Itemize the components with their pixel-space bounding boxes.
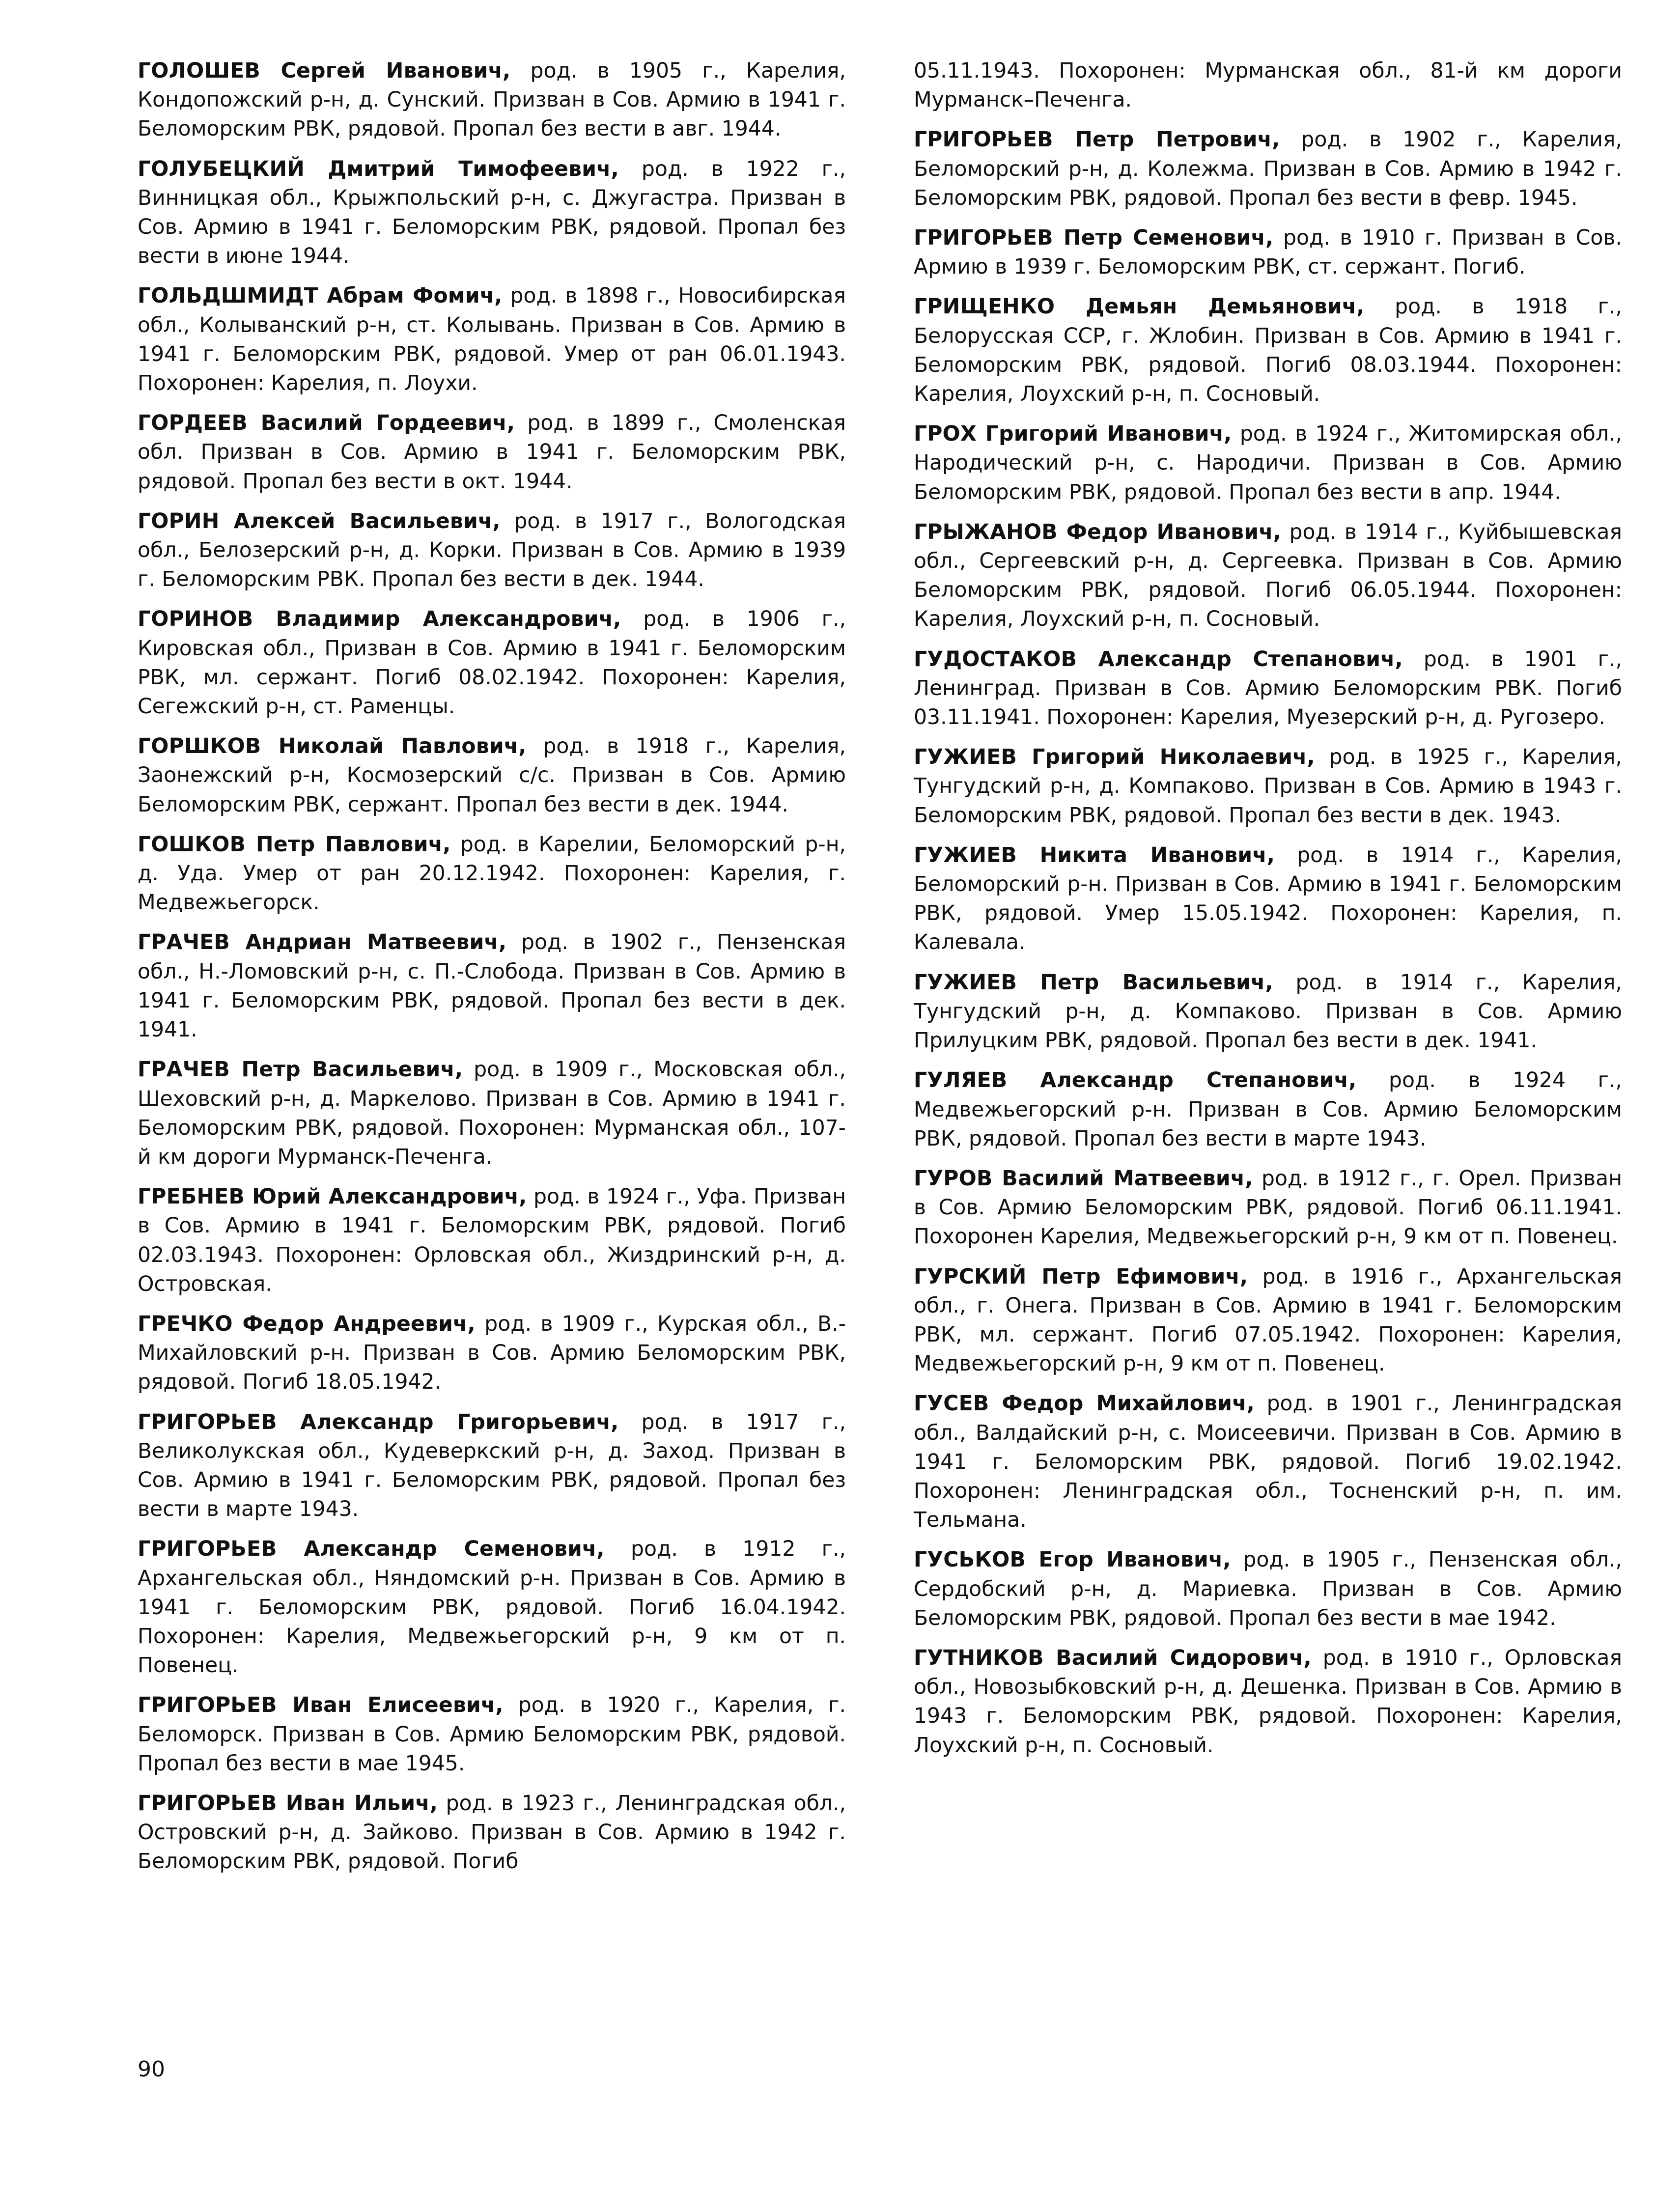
entry-text: род. в 1912 г., г. Орел. Призван в Сов. Армию Беломорским РВК, рядовой. Погиб 06.11.1941. Похоронен Карелия, Медвежьегорский р-н, 9 км от п. Повенец. <box>914 1166 1622 1249</box>
biography-entry <box>914 743 1622 830</box>
biography-entry <box>914 1066 1622 1153</box>
right-column <box>914 56 1622 1771</box>
entry-text: род. в 1909 г., Московская обл., Шеховский р-н, д. Маркелово. Призван в Сов. Армию в 1941 г. Беломорским РВК, рядовой. Похоронен: Мурманская обл., 107-й км дороги Мурманск-Печенга. <box>138 1058 846 1169</box>
biography-entry <box>138 928 846 1044</box>
biography-entry <box>138 732 846 819</box>
entry-name: ГУСЕВ Федор Михайлович, <box>914 1392 1255 1416</box>
entry-text: род. в 1905 г., Пензенская обл., Сердобский р-н, д. Мариевка. Призван в Сов. Армию Беломорским РВК, рядовой. Пропал без вести в мае 1942. <box>914 1548 1622 1630</box>
biography-entry <box>138 830 846 918</box>
entry-name: ГРИЩЕНКО Демьян Демьянович, <box>914 295 1365 319</box>
page-number: 90 <box>138 2057 165 2082</box>
biography-entry <box>138 1408 846 1524</box>
entry-name: ГРЕБНЕВ Юрий Александрович, <box>138 1185 527 1209</box>
biography-entry <box>914 1164 1622 1252</box>
entry-name: ГРИГОРЬЕВ Александр Григорьевич, <box>138 1410 619 1434</box>
entry-name: ГРИГОРЬЕВ Иван Ильич, <box>138 1791 438 1816</box>
entry-name: ГОРИНОВ Владимир Александрович, <box>138 607 621 632</box>
entry-text: род. в 1917 г., Вологодская обл., Белозерский р-н, д. Корки. Призван в Сов. Армию в 1939 г. Беломорским РВК. Пропал без вести в дек. 1944. <box>138 509 846 592</box>
entry-text: род. в 1909 г., Курская обл., В.-Михайловский р-н. Призван в Сов. Армию Беломорским РВК, рядовой. Погиб 18.05.1942. <box>138 1312 846 1395</box>
entry-text: род. в 1924 г., Медвежьегорский р-н. Призван в Сов. Армию Беломорским РВК, рядовой. Пропал без вести в марте 1943. <box>914 1068 1622 1151</box>
biography-entry <box>914 125 1622 213</box>
entry-name: ГРАЧЕВ Андриан Матвеевич, <box>138 930 507 955</box>
entry-name: ГОЛОШЕВ Сергей Иванович, <box>138 59 511 83</box>
biography-entry <box>138 1789 846 1876</box>
biography-entry <box>914 1644 1622 1760</box>
entry-name: ГРЫЖАНОВ Федор Иванович, <box>914 520 1282 544</box>
biography-entry <box>914 420 1622 507</box>
entry-text: род. в 1922 г., Винницкая обл., Крыжпольский р-н, с. Джугастра. Призван в Сов. Армию в 1941 г. Беломорским РВК, рядовой. Пропал без вести в июне 1944. <box>138 157 846 269</box>
biography-entry <box>138 56 846 144</box>
biography-entry <box>914 292 1622 409</box>
entry-name: ГУЛЯЕВ Александр Степанович, <box>914 1068 1357 1093</box>
entry-name: ГУЖИЕВ Никита Иванович, <box>914 843 1275 868</box>
biography-entry <box>914 968 1622 1056</box>
entry-name: ГРОХ Григорий Иванович, <box>914 422 1232 447</box>
biography-entry <box>138 1182 846 1299</box>
entry-name: ГУРОВ Василий Матвеевич, <box>914 1166 1253 1191</box>
biography-entry <box>914 56 1622 114</box>
entry-name: ГОРДЕЕВ Василий Гордеевич, <box>138 411 515 436</box>
entry-text: род. в 1923 г., Ленинградская обл., Островский р-н, д. Зайково. Призван в Сов. Армию в 1942 г. Беломорским РВК, рядовой. Погиб <box>138 1791 846 1874</box>
biography-entry <box>914 841 1622 957</box>
biography-entry <box>138 1535 846 1680</box>
entry-text: род. в 1906 г., Кировская обл., Призван в Сов. Армию в 1941 г. Беломорским РВК, мл. сержант. Погиб 08.02.1942. Похоронен: Карелия, Сегежский р-н, ст. Раменцы. <box>138 607 846 719</box>
entry-name: ГРИГОРЬЕВ Александр Семенович, <box>138 1537 605 1562</box>
entry-text: род. в 1914 г., Карелия, Тунгудский р-н, д. Компаково. Призван в Сов. Армию Прилуцким РВК, рядовой. Пропал без вести в дек. 1941. <box>914 970 1622 1053</box>
biography-entry <box>138 507 846 594</box>
biography-entry <box>914 1389 1622 1535</box>
entry-text: род. в 1924 г., Уфа. Призван в Сов. Армию в 1941 г. Беломорским РВК, рядовой. Погиб 02.03.1943. Похоронен: Орловская обл., Жиздринский р-н, д. Островская. <box>138 1185 846 1296</box>
entry-text: 05.11.1943. Похоронен: Мурманская обл., 81-й км дороги Мурманск–Печенга. <box>914 59 1622 112</box>
entry-name: ГУСЬКОВ Егор Иванович, <box>914 1548 1231 1572</box>
entry-name: ГРАЧЕВ Петр Васильевич, <box>138 1058 463 1082</box>
entry-text: род. в Карелии, Беломорский р-н, д. Уда. Умер от ран 20.12.1942. Похоронен: Карелия, г. Медвежьегорск. <box>138 832 846 915</box>
biography-entry <box>138 409 846 496</box>
entry-text: род. в 1901 г., Ленинград. Призван в Сов. Армию Беломорским РВК. Погиб 03.11.1941. Похоронен: Карелия, Муезерский р-н, д. Ругозеро. <box>914 647 1623 730</box>
biography-entry <box>138 605 846 721</box>
entry-text: род. в 1905 г., Карелия, Кондопожский р-н, д. Сунский. Призван в Сов. Армию в 1941 г. Беломорским РВК, рядовой. Пропал без вести в авг. 1944. <box>138 59 846 141</box>
entry-name: ГУДОСТАКОВ Александр Степанович, <box>914 647 1403 672</box>
entry-text: род. в 1910 г. Призван в Сов. Армию в 1939 г. Беломорским РВК, ст. сержант. Погиб. <box>914 226 1622 280</box>
entry-name: ГРИГОРЬЕВ Петр Петрович, <box>914 128 1280 152</box>
entry-name: ГОЛУБЕЦКИЙ Дмитрий Тимофеевич, <box>138 157 619 181</box>
biography-entry <box>138 1310 846 1397</box>
entry-text: род. в 1920 г., Карелия, г. Беломорск. Призван в Сов. Армию Беломорским РВК, рядовой. Пропал без вести в мае 1945. <box>138 1693 846 1776</box>
entry-name: ГУЖИЕВ Петр Васильевич, <box>914 970 1273 995</box>
entry-text: род. в 1898 г., Новосибирская обл., Колыванский р-н, ст. Колывань. Призван в Сов. Армию в 1941 г. Беломорским РВК, рядовой. Умер от ран 06.01.1943. Похоронен: Карелия, п. Лоухи. <box>138 284 846 396</box>
entry-name: ГОЛЬДШМИДТ Абрам Фомич, <box>138 284 503 308</box>
entry-text: род. в 1902 г., Карелия, Беломорский р-н, д. Колежма. Призван в Сов. Армию в 1942 г. Беломорским РВК, рядовой. Пропал без вести в февр. 1945. <box>914 128 1622 210</box>
biography-entry <box>138 155 846 271</box>
entry-text: род. в 1910 г., Орловская обл., Новозыбковский р-н, д. Дешенка. Призван в Сов. Армию в 1943 г. Беломорским РВК, рядовой. Похоронен: Карелия, Лоухский р-н, п. Сосновый. <box>914 1646 1622 1758</box>
biography-entry <box>138 1691 846 1778</box>
entry-name: ГУТНИКОВ Василий Сидорович, <box>914 1646 1312 1670</box>
entry-name: ГРИГОРЬЕВ Иван Елисеевич, <box>138 1693 504 1718</box>
entry-text: род. в 1902 г., Пензенская обл., Н.-Ломовский р-н, с. П.-Слобода. Призван в Сов. Армию в 1941 г. Беломорским РВК, рядовой. Пропал без вести в дек. 1941. <box>138 930 846 1042</box>
biography-entry <box>914 224 1622 281</box>
entry-name: ГРИГОРЬЕВ Петр Семенович, <box>914 226 1274 251</box>
entry-text: род. в 1912 г., Архангельская обл., Няндомский р-н. Призван в Сов. Армию в 1941 г. Беломорским РВК, рядовой. Погиб 16.04.1942. Похоронен: Карелия, Медвежьегорский р-н, 9 км от п. Повенец. <box>138 1537 846 1678</box>
entry-text: род. в 1925 г., Карелия, Тунгудский р-н, д. Компаково. Призван в Сов. Армию в 1943 г. Беломорским РВК, рядовой. Пропал без вести в дек. 1943. <box>914 745 1623 828</box>
entry-text: род. в 1901 г., Ленинградская обл., Валдайский р-н, с. Моисеевичи. Призван в Сов. Армию в 1941 г. Беломорским РВК, рядовой. Погиб 19.02.1942. Похоронен: Ленинградская обл., Тосненский р-н, п. им. Тельмана. <box>914 1392 1622 1533</box>
entry-text: род. в 1914 г., Карелия, Беломорский р-н. Призван в Сов. Армию в 1941 г. Беломорским РВК, рядовой. Умер 15.05.1942. Похоронен: Карелия, п. Калевала. <box>914 843 1622 955</box>
entry-text: род. в 1918 г., Белорусская ССР, г. Жлобин. Призван в Сов. Армию в 1941 г. Беломорским РВК, рядовой. Погиб 08.03.1944. Похоронен: Карелия, Лоухский р-н, п. Сосновый. <box>914 295 1623 407</box>
entry-text: род. в 1917 г., Великолукская обл., Кудеверкский р-н, д. Заход. Призван в Сов. Армию в 1941 г. Беломорским РВК, рядовой. Пропал без вести в марте 1943. <box>138 1410 846 1522</box>
biography-entry <box>914 1545 1622 1633</box>
biography-entry <box>914 518 1622 634</box>
entry-text: род. в 1918 г., Карелия, Заонежский р-н, Космозерский с/с. Призван в Сов. Армию Беломорским РВК, сержант. Пропал без вести в дек. 1944. <box>138 734 846 817</box>
entry-name: ГУРСКИЙ Петр Ефимович, <box>914 1264 1248 1289</box>
biography-entry <box>138 281 846 398</box>
entry-text: род. в 1899 г., Смоленская обл. Призван в Сов. Армию в 1941 г. Беломорским РВК, рядовой. Пропал без вести в окт. 1944. <box>138 411 846 494</box>
biography-entry <box>914 645 1622 732</box>
biography-entry <box>914 1262 1622 1379</box>
entry-text: род. в 1916 г., Архангельская обл., г. Онега. Призван в Сов. Армию в 1941 г. Беломорским РВК, мл. сержант. Погиб 07.05.1942. Похоронен: Карелия, Медвежьегорский р-н, 9 км от п. Повенец. <box>914 1264 1622 1376</box>
entry-name: ГОШКОВ Петр Павлович, <box>138 832 451 857</box>
entry-name: ГУЖИЕВ Григорий Николаевич, <box>914 745 1315 770</box>
entry-name: ГОРИН Алексей Васильевич, <box>138 509 501 533</box>
entry-text: род. в 1914 г., Куйбышевская обл., Сергеевский р-н, д. Сергеевка. Призван в Сов. Армию Беломорским РВК, рядовой. Погиб 06.05.1944. Похоронен: Карелия, Лоухский р-н, п. Сосновый. <box>914 520 1622 632</box>
entry-name: ГОРШКОВ Николай Павлович, <box>138 734 527 759</box>
left-column <box>138 56 846 1887</box>
biography-entry <box>138 1055 846 1172</box>
entry-text: род. в 1924 г., Житомирская обл., Народический р-н, с. Народичи. Призван в Сов. Армию Беломорским РВК, рядовой. Пропал без вести в апр. 1944. <box>914 422 1622 504</box>
entry-name: ГРЕЧКО Федор Андреевич, <box>138 1312 476 1336</box>
